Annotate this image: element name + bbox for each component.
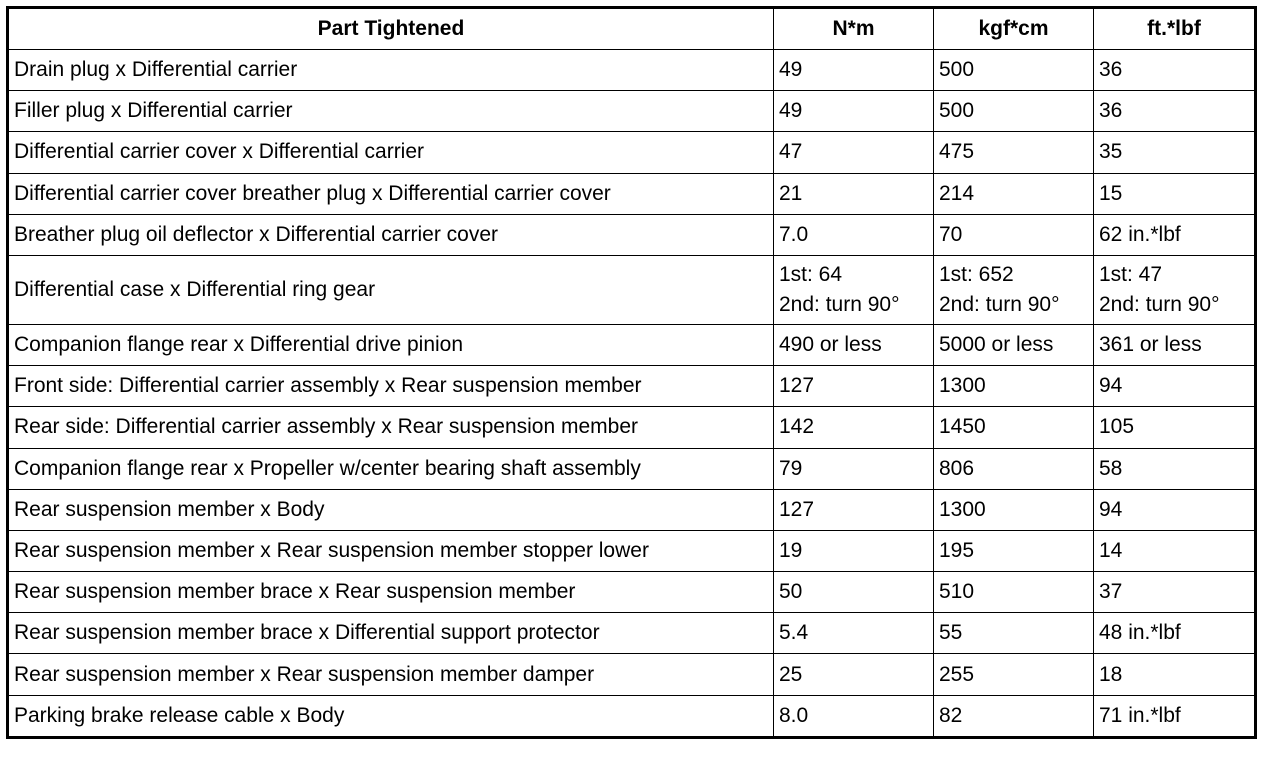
- table-row: [8, 654, 1256, 695]
- cell-ft-lbf: 18: [1094, 654, 1256, 695]
- cell-newton-meter: 7.0: [774, 214, 934, 255]
- header-kgf-cm: kgf*cm: [934, 8, 1094, 50]
- cell-kgf-cm: 255: [934, 654, 1094, 695]
- cell-kgf-cm: 70: [934, 214, 1094, 255]
- cell-part-tightened: Rear suspension member brace x Differential support protector: [8, 613, 774, 654]
- cell-newton-meter: 79: [774, 448, 934, 489]
- cell-ft-lbf: 361 or less: [1094, 324, 1256, 365]
- table-row: [8, 572, 1256, 613]
- header-part-tightened: Part Tightened: [8, 8, 774, 50]
- table-row: [8, 173, 1256, 214]
- cell-newton-meter-line: 2nd: turn 90°: [779, 292, 900, 316]
- cell-newton-meter: 25: [774, 654, 934, 695]
- cell-ft-lbf: 105: [1094, 407, 1256, 448]
- cell-ft-lbf-line: 1st: 47: [1099, 262, 1163, 286]
- cell-part-tightened: Drain plug x Differential carrier: [8, 50, 774, 91]
- table-row: [8, 50, 1256, 91]
- table-body: [8, 50, 1256, 738]
- cell-newton-meter: 127: [774, 489, 934, 530]
- cell-part-tightened: Rear suspension member brace x Rear suspension member: [8, 572, 774, 613]
- cell-newton-meter: 5.4: [774, 613, 934, 654]
- cell-kgf-cm: 5000 or less: [934, 324, 1094, 365]
- cell-ft-lbf: [1094, 255, 1256, 324]
- table-row: [8, 695, 1256, 737]
- cell-kgf-cm: 475: [934, 132, 1094, 173]
- cell-part-tightened: Breather plug oil deflector x Differential carrier cover: [8, 214, 774, 255]
- cell-kgf-cm-line: 2nd: turn 90°: [939, 292, 1060, 316]
- cell-ft-lbf: 35: [1094, 132, 1256, 173]
- cell-part-tightened: Companion flange rear x Differential drive pinion: [8, 324, 774, 365]
- table-row: [8, 132, 1256, 173]
- cell-part-tightened: Differential carrier cover x Differential carrier: [8, 132, 774, 173]
- cell-ft-lbf: 62 in.*lbf: [1094, 214, 1256, 255]
- table-row: [8, 255, 1256, 324]
- cell-ft-lbf: 58: [1094, 448, 1256, 489]
- cell-part-tightened: Rear side: Differential carrier assembly x Rear suspension member: [8, 407, 774, 448]
- cell-kgf-cm: 195: [934, 530, 1094, 571]
- cell-part-tightened: Companion flange rear x Propeller w/center bearing shaft assembly: [8, 448, 774, 489]
- table-header: [8, 8, 1256, 50]
- cell-ft-lbf-line: 2nd: turn 90°: [1099, 292, 1220, 316]
- cell-kgf-cm-line: 1st: 652: [939, 262, 1014, 286]
- header-row: [8, 8, 1256, 50]
- cell-newton-meter: 50: [774, 572, 934, 613]
- cell-kgf-cm: 55: [934, 613, 1094, 654]
- cell-newton-meter: 8.0: [774, 695, 934, 737]
- cell-kgf-cm: 500: [934, 91, 1094, 132]
- cell-kgf-cm: 82: [934, 695, 1094, 737]
- cell-ft-lbf: 15: [1094, 173, 1256, 214]
- cell-part-tightened: Differential carrier cover breather plug x Differential carrier cover: [8, 173, 774, 214]
- table-row: [8, 407, 1256, 448]
- cell-ft-lbf: 37: [1094, 572, 1256, 613]
- cell-ft-lbf: 14: [1094, 530, 1256, 571]
- cell-ft-lbf: 94: [1094, 366, 1256, 407]
- cell-kgf-cm: 1300: [934, 489, 1094, 530]
- cell-part-tightened: Filler plug x Differential carrier: [8, 91, 774, 132]
- cell-ft-lbf: 36: [1094, 50, 1256, 91]
- table-row: [8, 613, 1256, 654]
- cell-newton-meter: 49: [774, 50, 934, 91]
- table-row: [8, 324, 1256, 365]
- cell-ft-lbf: 71 in.*lbf: [1094, 695, 1256, 737]
- table-row: [8, 91, 1256, 132]
- cell-kgf-cm: 806: [934, 448, 1094, 489]
- cell-newton-meter: 19: [774, 530, 934, 571]
- cell-part-tightened: Rear suspension member x Body: [8, 489, 774, 530]
- cell-newton-meter: [774, 255, 934, 324]
- header-newton-meter: N*m: [774, 8, 934, 50]
- cell-kgf-cm: 510: [934, 572, 1094, 613]
- cell-newton-meter: 21: [774, 173, 934, 214]
- cell-ft-lbf: 36: [1094, 91, 1256, 132]
- cell-kgf-cm: 214: [934, 173, 1094, 214]
- cell-newton-meter: 142: [774, 407, 934, 448]
- cell-newton-meter: 490 or less: [774, 324, 934, 365]
- table-row: [8, 366, 1256, 407]
- torque-specification-table: [6, 6, 1257, 739]
- cell-part-tightened: Rear suspension member x Rear suspension member stopper lower: [8, 530, 774, 571]
- cell-part-tightened: Front side: Differential carrier assembly x Rear suspension member: [8, 366, 774, 407]
- cell-ft-lbf: 48 in.*lbf: [1094, 613, 1256, 654]
- cell-newton-meter: 47: [774, 132, 934, 173]
- table-row: [8, 530, 1256, 571]
- cell-newton-meter: 49: [774, 91, 934, 132]
- cell-newton-meter-line: 1st: 64: [779, 262, 843, 286]
- cell-kgf-cm: 1300: [934, 366, 1094, 407]
- table-row: [8, 489, 1256, 530]
- cell-kgf-cm: [934, 255, 1094, 324]
- table-row: [8, 214, 1256, 255]
- cell-part-tightened: Rear suspension member x Rear suspension member damper: [8, 654, 774, 695]
- cell-part-tightened: Parking brake release cable x Body: [8, 695, 774, 737]
- cell-part-tightened: Differential case x Differential ring gear: [8, 255, 774, 324]
- header-ft-lbf: ft.*lbf: [1094, 8, 1256, 50]
- cell-ft-lbf: 94: [1094, 489, 1256, 530]
- table-row: [8, 448, 1256, 489]
- cell-newton-meter: 127: [774, 366, 934, 407]
- cell-kgf-cm: 1450: [934, 407, 1094, 448]
- cell-kgf-cm: 500: [934, 50, 1094, 91]
